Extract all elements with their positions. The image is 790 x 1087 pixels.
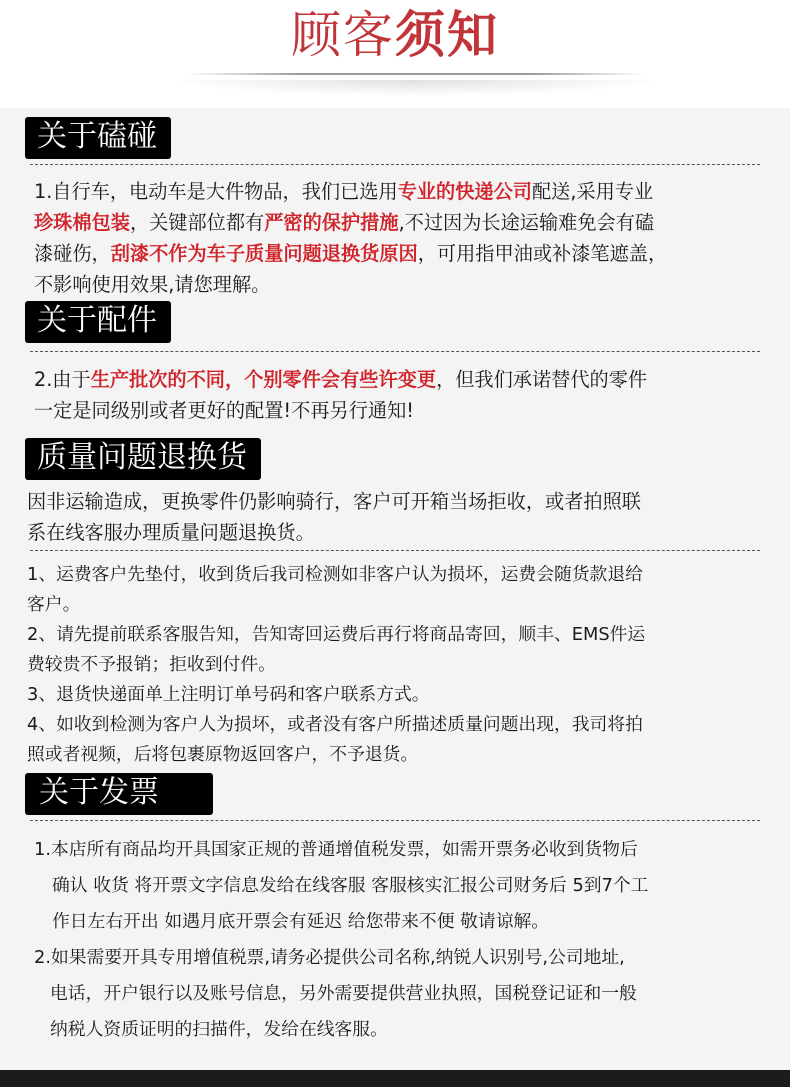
bump-paragraph bbox=[34, 176, 667, 300]
page-title bbox=[0, 4, 790, 66]
highlight-text: 严密的保护措施 bbox=[264, 211, 399, 234]
text-run: 配送,采用专业 bbox=[532, 180, 654, 203]
quality-intro bbox=[27, 486, 641, 548]
text-run: ，可用指甲油或补漆笔遮盖， bbox=[417, 242, 668, 265]
section-tag-quality: 质量问题退换货 bbox=[25, 438, 261, 480]
divider bbox=[30, 550, 760, 551]
text-run: 漆碰伤， bbox=[34, 242, 111, 265]
title-shadow bbox=[165, 80, 665, 96]
list-item: 费较贵不予报销；拒收到付件。 bbox=[27, 654, 276, 675]
list-item: 客户。 bbox=[27, 594, 81, 615]
divider bbox=[30, 351, 760, 352]
section-tag-parts: 关于配件 bbox=[25, 301, 171, 343]
text-line: 系在线客服办理质量问题退换货。 bbox=[27, 521, 315, 544]
list-item: 1、运费客户先垫付，收到货后我司检测如非客户认为损坏，运费会随货款退给 bbox=[27, 564, 643, 585]
text-run: ，关键部位都有 bbox=[129, 211, 265, 234]
text-line: 确认 收货 将开票文字信息发给在线客服 客服核实汇报公司财务后 5到7个工 bbox=[52, 875, 649, 896]
text-run: 2.由于 bbox=[34, 368, 91, 391]
text-line bbox=[34, 269, 667, 300]
parts-paragraph bbox=[34, 364, 647, 426]
text-line: 因非运输造成，更换零件仍影响骑行，客户可开箱当场拒收，或者拍照联 bbox=[27, 490, 641, 513]
list-item: 4、如收到检测为客户人为损坏，或者没有客户所描述质量问题出现，我司将拍 bbox=[27, 714, 643, 735]
quality-items bbox=[27, 560, 645, 770]
section-tag-bump: 关于磕碰 bbox=[25, 117, 171, 159]
text-line: 1.本店所有商品均开具国家正规的普通增值税发票，如需开票务必收到货物后 bbox=[34, 839, 638, 860]
text-line bbox=[34, 207, 667, 238]
text-line: 纳税人资质证明的扫描件，发给在线客服。 bbox=[50, 1019, 388, 1040]
highlight-text: 刮漆不作为车子质量问题退换货原因 bbox=[110, 242, 418, 265]
text-line: 电话，开户银行以及账号信息，另外需要提供营业执照，国税登记证和一般 bbox=[50, 983, 637, 1004]
footer-bar bbox=[0, 1070, 790, 1087]
text-run: ,不过因为长途运输难免会有磕 bbox=[398, 211, 655, 234]
section-tag-invoice: 关于发票 bbox=[25, 773, 213, 815]
title-part-2: 须知 bbox=[395, 6, 499, 64]
text-run: 不影响使用效果,请您理解。 bbox=[34, 273, 271, 296]
text-line: 2.如果需要开具专用增值税票,请务必提供公司名称,纳锐人识别号,公司地址, bbox=[34, 947, 625, 968]
highlight-text: 专业的快递公司 bbox=[397, 180, 532, 203]
list-item: 2、请先提前联系客服告知，告知寄回运费后再行将商品寄回，顺丰、EMS件运 bbox=[27, 624, 646, 645]
text-line bbox=[34, 176, 667, 207]
highlight-text: 生产批次的不同，个别零件会有些许变更 bbox=[90, 368, 437, 391]
highlight-text: 珍珠棉包装 bbox=[34, 211, 130, 234]
text-line bbox=[34, 364, 647, 395]
invoice-paragraph bbox=[34, 832, 648, 1048]
text-line: 作日左右开出 如遇月底开票会有延迟 给您带来不便 敬请谅解。 bbox=[52, 911, 550, 932]
text-run: ，但我们承诺替代的零件 bbox=[436, 368, 648, 391]
divider bbox=[30, 820, 760, 821]
list-item: 照或者视频，后将包裹原物返回客户，不予退货。 bbox=[27, 744, 419, 765]
text-run: 一定是同级别或者更好的配置!不再另行通知! bbox=[34, 399, 414, 422]
divider bbox=[30, 164, 760, 165]
text-line bbox=[34, 395, 647, 426]
text-run: 1.自行车，电动车是大件物品，我们已选用 bbox=[34, 180, 398, 203]
list-item: 3、退货快递面单上注明订单号码和客户联系方式。 bbox=[27, 684, 430, 705]
title-part-1: 顾客 bbox=[291, 6, 395, 64]
text-line bbox=[34, 238, 667, 269]
title-divider bbox=[185, 73, 645, 75]
